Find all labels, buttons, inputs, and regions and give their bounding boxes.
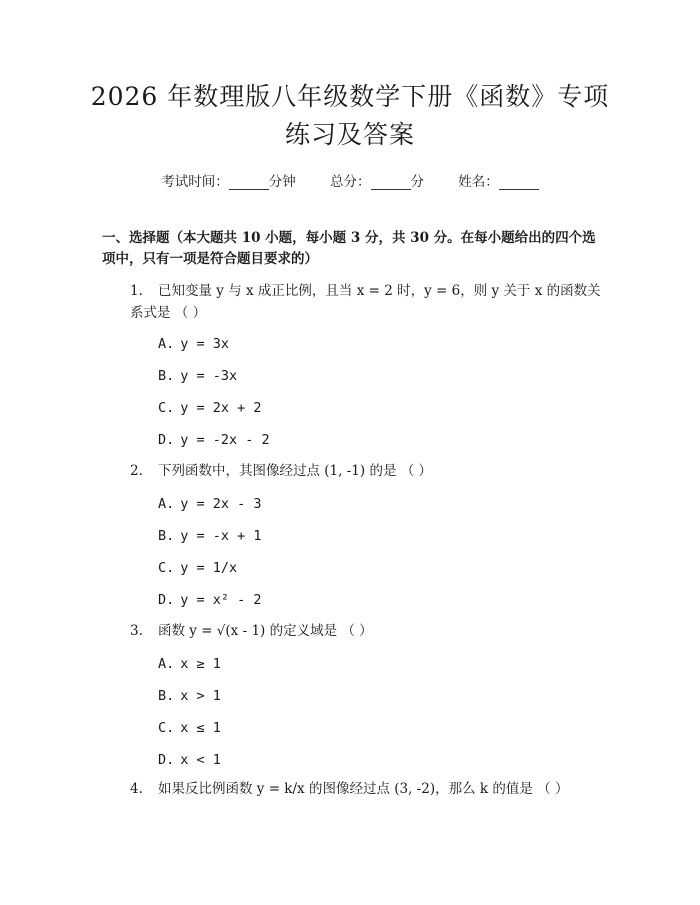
option-a xyxy=(158,334,229,354)
question-number: 4. xyxy=(130,781,143,797)
question-number: 2. xyxy=(130,463,143,479)
score-unit: 分 xyxy=(410,174,424,190)
option-label: B. xyxy=(158,528,175,544)
exam-time xyxy=(161,174,296,190)
time-blank xyxy=(229,175,269,190)
option-c xyxy=(158,718,221,738)
name-label: 姓名： xyxy=(458,174,499,190)
option-text: y = 3x xyxy=(180,336,230,352)
time-unit: 分钟 xyxy=(268,174,296,190)
total-score xyxy=(330,174,424,190)
option-b xyxy=(158,526,262,546)
option-label: B. xyxy=(158,368,175,384)
option-label: A. xyxy=(158,336,175,352)
option-label: D. xyxy=(158,752,175,768)
option-label: C. xyxy=(158,720,175,736)
option-d xyxy=(158,430,270,450)
option-c xyxy=(158,558,237,578)
question-text: 如果反比例函数 y = k/x 的图像经过点 (3, -2)，那么 k 的值是 （ ） xyxy=(158,781,569,797)
option-text: y = 2x + 2 xyxy=(180,400,262,416)
option-label: C. xyxy=(158,400,175,416)
option-text: x > 1 xyxy=(180,688,221,704)
section-heading: 一、选择题（本大题共 10 小题，每小题 3 分，共 30 分。在每小题给出的四个选项中，只有一项是符合题目要求的） xyxy=(102,230,596,267)
option-text: y = x² - 2 xyxy=(180,592,262,608)
option-label: C. xyxy=(158,560,175,576)
option-d xyxy=(158,750,221,770)
option-text: x ≥ 1 xyxy=(180,656,221,672)
option-text: y = 2x - 3 xyxy=(180,496,262,512)
option-b xyxy=(158,366,237,386)
question-3 xyxy=(130,620,605,642)
question-number: 1. xyxy=(130,283,143,299)
option-d xyxy=(158,590,262,610)
option-b xyxy=(158,686,221,706)
option-label: A. xyxy=(158,496,175,512)
option-label: D. xyxy=(158,592,175,608)
question-text: 已知变量 y 与 x 成正比例，且当 x = 2 时，y = 6，则 y 关于 x 的函数关系式是 （ ） xyxy=(130,283,601,321)
option-label: A. xyxy=(158,656,175,672)
question-1 xyxy=(130,280,605,324)
exam-meta xyxy=(0,170,700,190)
option-a xyxy=(158,494,262,514)
question-text: 函数 y = √(x - 1) 的定义域是 （ ） xyxy=(158,623,373,639)
option-label: B. xyxy=(158,688,175,704)
student-name xyxy=(458,174,539,190)
option-c xyxy=(158,398,262,418)
option-text: x < 1 xyxy=(180,752,221,768)
name-blank xyxy=(499,175,539,190)
score-label: 总分： xyxy=(330,174,371,190)
option-text: y = -3x xyxy=(180,368,238,384)
time-label: 考试时间： xyxy=(161,174,229,190)
title-line-1: 2026 年数理版八年级数学下册《函数》专项 xyxy=(90,82,610,111)
title-line-2: 练习及答案 xyxy=(284,120,415,149)
question-4 xyxy=(130,778,605,800)
question-number: 3. xyxy=(130,623,143,639)
score-blank xyxy=(371,175,411,190)
option-text: y = -2x - 2 xyxy=(180,432,270,448)
question-2 xyxy=(130,460,605,482)
option-a xyxy=(158,654,221,674)
option-label: D. xyxy=(158,432,175,448)
question-text: 下列函数中，其图像经过点 (1, -1) 的是 （ ） xyxy=(158,463,433,479)
option-text: x ≤ 1 xyxy=(180,720,221,736)
option-text: y = 1/x xyxy=(180,560,238,576)
page-title xyxy=(0,78,700,154)
option-text: y = -x + 1 xyxy=(180,528,262,544)
